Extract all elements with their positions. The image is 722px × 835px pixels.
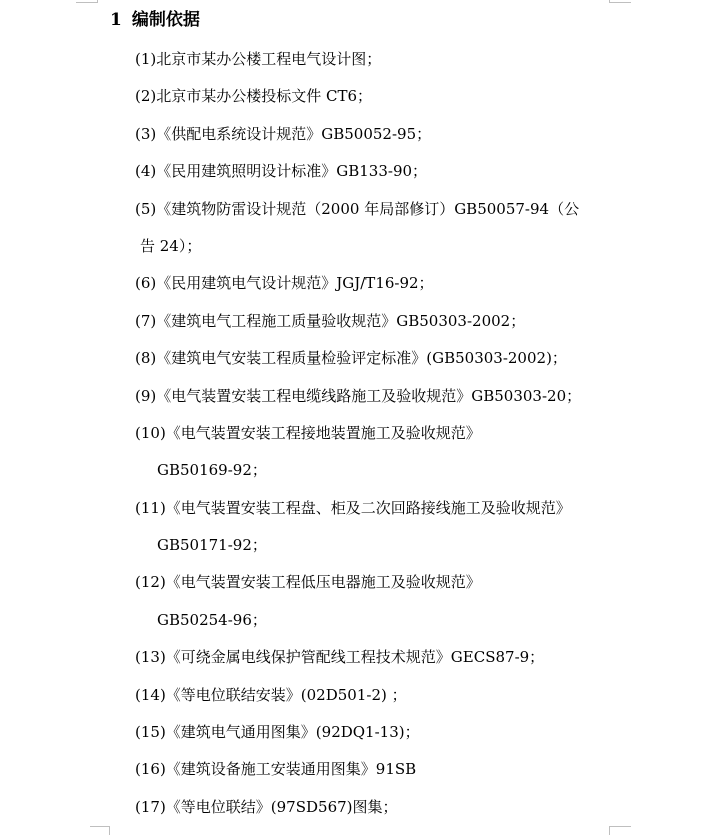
list-item-text: (16)《建筑设备施工安装通用图集》91SB	[135, 760, 417, 779]
list-item-text: (5)《建筑物防雷设计规范（2000 年局部修订）GB50057-94（公	[135, 199, 580, 218]
section-number: 1	[110, 10, 122, 30]
crop-mark-top-left-v	[97, 0, 98, 3]
list-item-text: (9)《电气装置安装工程电缆线路施工及验收规范》GB50303-20；	[135, 386, 582, 405]
list-item	[135, 756, 607, 782]
list-item	[135, 83, 607, 109]
list-item-text: (14)《等电位联结安装》(02D501-2) ；	[135, 685, 407, 704]
crop-mark-top-left-h	[76, 2, 98, 3]
list-item	[135, 420, 607, 483]
list-item-text: (2)北京市某办公楼投标文件 CT6；	[135, 87, 373, 106]
list-item-text: (15)《建筑电气通用图集》(92DQ1-13)；	[135, 723, 420, 742]
list-item-text: (7)《建筑电气工程施工质量验收规范》GB50303-2002；	[135, 311, 526, 330]
list-item-text: (3)《供配电系统设计规范》GB50052-95；	[135, 124, 432, 143]
reference-list	[135, 46, 607, 831]
list-item-continuation: GB50169-92；	[157, 461, 267, 480]
list-item	[135, 569, 607, 632]
list-item	[135, 644, 607, 670]
list-item	[135, 308, 607, 334]
list-item-text: (6)《民用建筑电气设计规范》JGJ/T16-92；	[135, 274, 434, 293]
list-item	[135, 121, 607, 147]
list-item	[135, 46, 607, 72]
list-item	[135, 495, 607, 558]
list-item-text: (11)《电气装置安装工程盘、柜及二次回路接线施工及验收规范》	[135, 498, 571, 517]
list-item-text: (4)《民用建筑照明设计标准》GB133-90；	[135, 162, 428, 181]
list-item	[135, 682, 607, 708]
crop-mark-bottom-left-h	[90, 826, 110, 827]
list-item	[135, 383, 607, 409]
list-item	[135, 158, 607, 184]
list-item	[135, 345, 607, 371]
crop-mark-top-right-h	[609, 2, 631, 3]
list-item-text: (8)《建筑电气安装工程质量检验评定标准》(GB50303-2002)；	[135, 349, 567, 368]
list-item-continuation: GB50254-96；	[157, 610, 267, 629]
list-item-continuation: GB50171-92；	[157, 536, 267, 555]
crop-mark-bottom-right-h	[609, 826, 631, 827]
list-item-text: (17)《等电位联结》(97SD567)图集；	[135, 797, 398, 816]
list-item-text: (13)《可绕金属电线保护管配线工程技术规范》GECS87-9；	[135, 648, 545, 667]
section-heading	[110, 8, 200, 32]
crop-mark-top-right-v	[609, 0, 610, 3]
list-item	[135, 196, 607, 259]
section-title: 编制依据	[131, 10, 200, 30]
crop-mark-bottom-right-v	[609, 826, 610, 835]
list-item	[135, 794, 607, 820]
list-item	[135, 270, 607, 296]
list-item-text: (10)《电气装置安装工程接地装置施工及验收规范》	[135, 423, 481, 442]
list-item	[135, 719, 607, 745]
crop-mark-bottom-left-v	[109, 826, 110, 835]
list-item-text: (1)北京市某办公楼工程电气设计图；	[135, 50, 382, 68]
list-item-text: (12)《电气装置安装工程低压电器施工及验收规范》	[135, 573, 481, 592]
list-item-continuation: 告 24）；	[140, 236, 202, 255]
